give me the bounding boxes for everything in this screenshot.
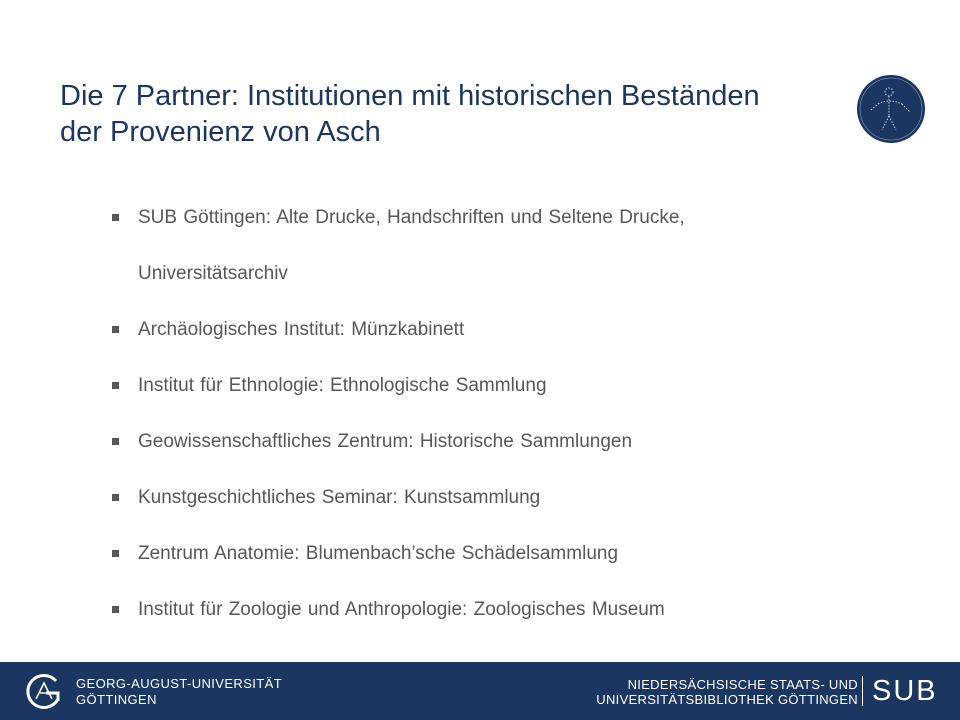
footer-bar — [0, 662, 960, 720]
library-name-line1: NIEDERSÄCHSISCHE STAATS- UND — [627, 677, 858, 692]
university-name-line2: GÖTTINGEN — [76, 692, 157, 707]
bullet-item: Geowissenschaftliches Zentrum: Historische Sammlungen — [110, 414, 870, 470]
bullet-item: Archäologisches Institut: Münzkabinett — [110, 302, 870, 358]
bullet-item: Institut für Zoologie und Anthropologie: Zoologisches Museum — [110, 582, 870, 638]
sub-logo: SUB — [872, 675, 938, 707]
slide-title — [60, 78, 860, 150]
slide-title-line1: Die 7 Partner: Institutionen mit historischen Beständen — [60, 80, 760, 112]
library-name — [596, 677, 858, 707]
bullet-item: Kunstgeschichtliches Seminar: Kunstsammlung — [110, 470, 870, 526]
figure-seal-icon — [856, 74, 926, 144]
bullet-item-continuation: Universitätsarchiv — [138, 263, 288, 284]
university-logo-icon — [22, 671, 66, 713]
university-name-line1: GEORG-AUGUST-UNIVERSITÄT — [76, 676, 283, 691]
slide-title-line2: der Provenienz von Asch — [60, 116, 381, 148]
bullet-item: Zentrum Anatomie: Blumenbach’sche Schädelsammlung — [110, 526, 870, 582]
university-name — [76, 676, 282, 708]
bullet-item: SUB Göttingen: Alte Drucke, Handschriften und Seltene Drucke, — [110, 190, 870, 246]
library-name-line2: UNIVERSITÄTSBIBLIOTHEK GÖTTINGEN — [596, 692, 858, 707]
bullet-item: Institut für Ethnologie: Ethnologische Sammlung — [110, 358, 870, 414]
bullet-list — [110, 190, 870, 638]
footer-divider — [862, 676, 863, 706]
